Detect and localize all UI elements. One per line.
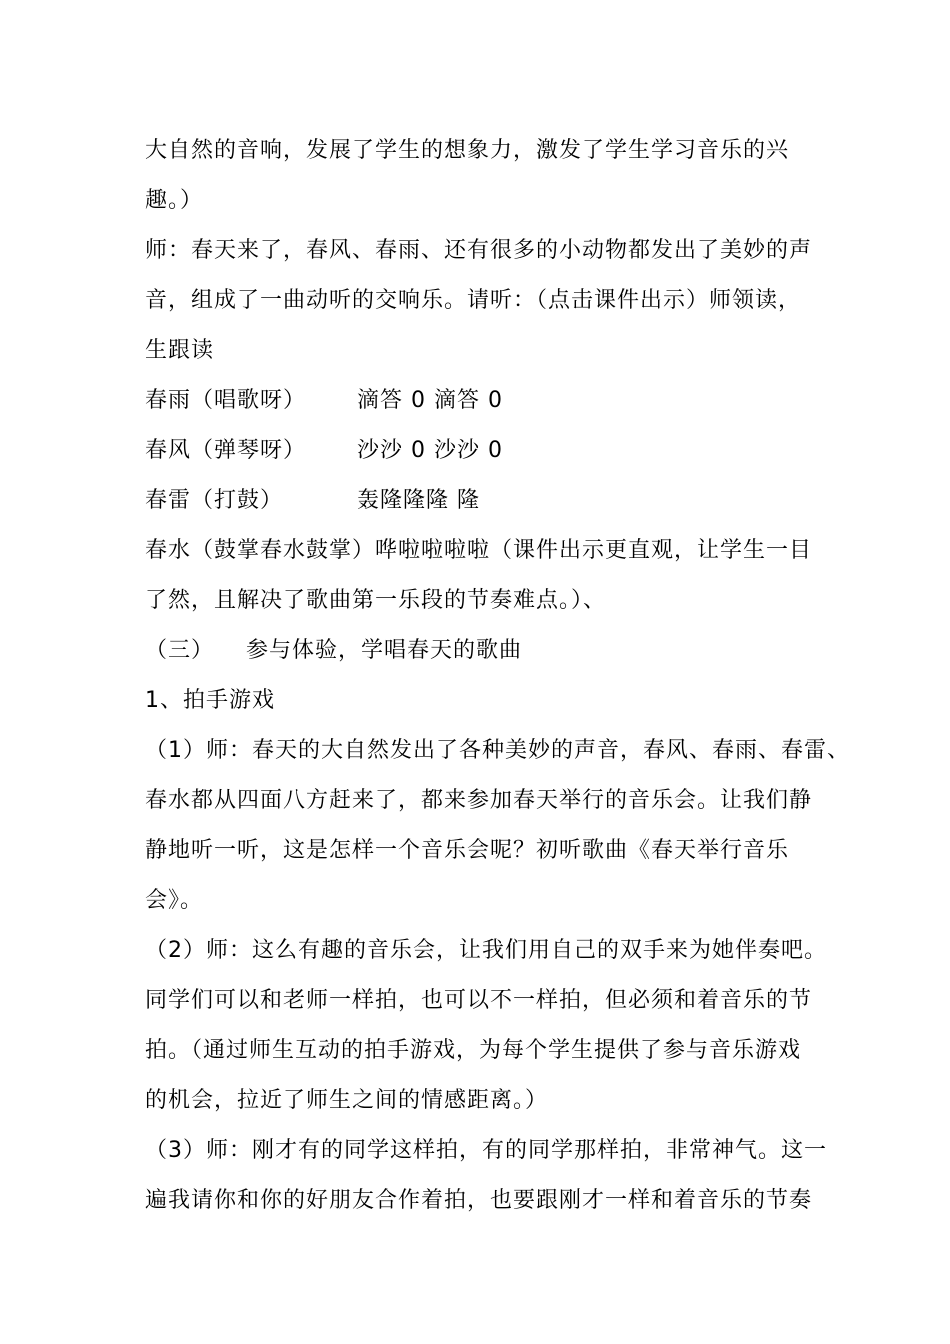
sound-label: 春风（弹琴呀） — [145, 438, 307, 463]
paragraph-line: （2）师：这么有趣的音乐会，让我们用自己的双手来为她伴奏吧。 — [145, 938, 827, 963]
paragraph-line: （3）师：刚才有的同学这样拍，有的同学那样拍，非常神气。这一 — [145, 1138, 827, 1163]
paragraph-line: 音，组成了一曲动听的交响乐。请听：（点击课件出示）师领读， — [145, 288, 802, 313]
paragraph-line: 大自然的音响，发展了学生的想象力，激发了学生学习音乐的兴 — [145, 138, 790, 163]
paragraph-line: 师：春天来了，春风、春雨、还有很多的小动物都发出了美妙的声 — [145, 238, 813, 263]
paragraph-line: 的机会，拉近了师生之间的情感距离。） — [145, 1088, 549, 1113]
paragraph-line: 了然，且解决了歌曲第一乐段的节奏难点。）、 — [145, 588, 607, 613]
paragraph-line: 春水（鼓掌春水鼓掌）哗啦啦啦啦（课件出示更直观，让学生一目 — [145, 538, 813, 563]
sound-text: 沙沙 0 沙沙 0 — [357, 438, 503, 463]
paragraph-line: （1）师：春天的大自然发出了各种美妙的声音，春风、春雨、春雷、 — [145, 738, 850, 763]
subheading: 1、拍手游戏 — [145, 688, 275, 713]
paragraph-line: 生跟读 — [145, 338, 215, 363]
sound-label: 春雨（唱歌呀） — [145, 388, 307, 413]
paragraph-line: 春水都从四面八方赶来了，都来参加春天举行的音乐会。让我们静 — [145, 788, 813, 813]
paragraph-line: 拍。（通过师生互动的拍手游戏，为每个学生提供了参与音乐游戏 — [145, 1038, 802, 1063]
paragraph-line: 趣。） — [145, 188, 204, 213]
paragraph-line: 同学们可以和老师一样拍，也可以不一样拍，但必须和着音乐的节 — [145, 988, 813, 1013]
sound-label: 春雷（打鼓） — [145, 488, 284, 513]
paragraph-line: 遍我请你和你的好朋友合作着拍，也要跟刚才一样和着音乐的节奏 — [145, 1188, 813, 1213]
section-heading: （三） 参与体验，学唱春天的歌曲 — [145, 638, 522, 663]
sound-text: 滴答 0 滴答 0 — [357, 388, 503, 413]
sound-text: 轰隆隆隆 隆 — [357, 488, 480, 513]
paragraph-line: 静地听一听，这是怎样一个音乐会呢？初听歌曲《春天举行音乐 — [145, 838, 790, 863]
paragraph-line: 会》。 — [145, 888, 204, 913]
